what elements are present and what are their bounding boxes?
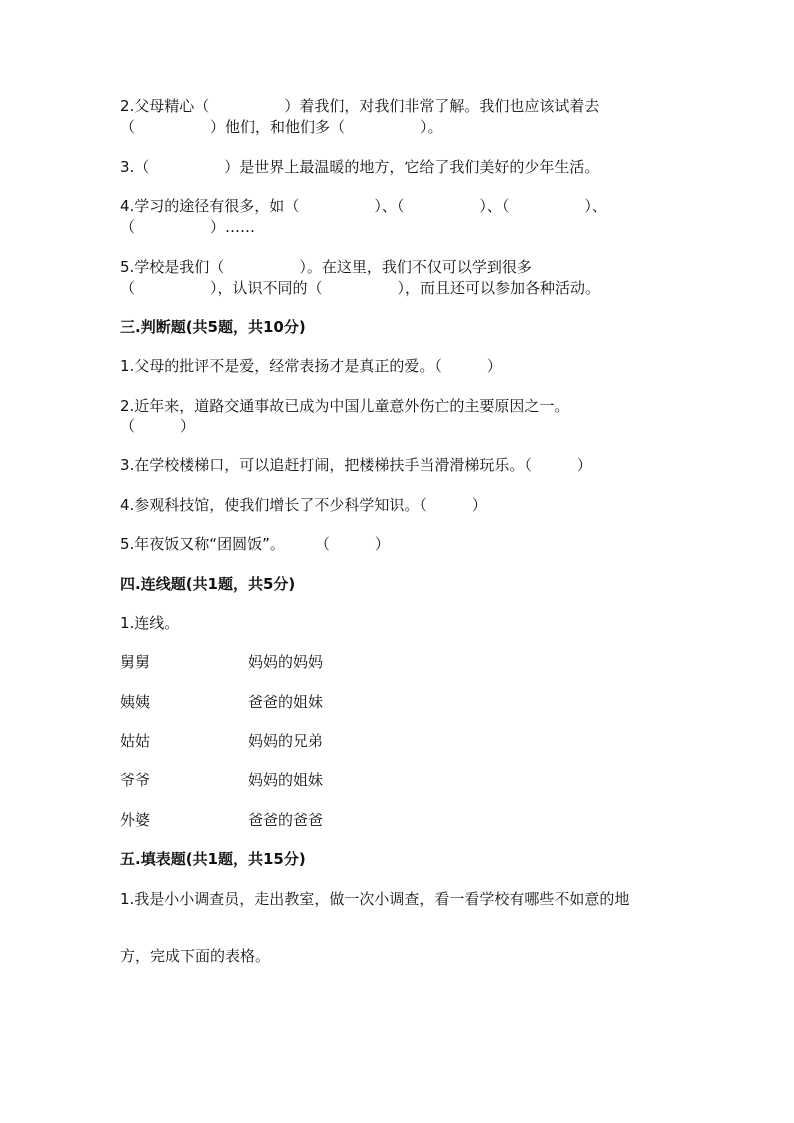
matching-prompt: 1.连线。 <box>120 614 180 632</box>
fill-blank-q2-line2: （ ）他们，和他们多（ ）。 <box>120 118 443 136</box>
judge-q5: 5.年夜饭又称“团圆饭”。 （ ） <box>120 535 390 553</box>
matching-heading: 四.连线题(共1题，共5分) <box>120 575 296 593</box>
matching-right-item: 妈妈的妈妈 <box>248 653 324 671</box>
table-question-line1: 1.我是小小调查员，走出教室，做一次小调查，看一看学校有哪些不如意的地 <box>120 890 630 908</box>
judge-q2-line2: （ ） <box>120 417 196 435</box>
judge-q2-line1: 2.近年来，道路交通事故已成为中国儿童意外伤亡的主要原因之一。 <box>120 397 570 415</box>
matching-left-item: 姑姑 <box>120 732 151 750</box>
fill-blank-q2-line1: 2.父母精心（ ）着我们，对我们非常了解。我们也应该试着去 <box>120 97 600 115</box>
matching-right-item: 爸爸的爸爸 <box>248 811 324 829</box>
matching-right-item: 爸爸的姐妹 <box>248 693 324 711</box>
judge-q4: 4.参观科技馆，使我们增长了不少科学知识。（ ） <box>120 496 487 514</box>
fill-blank-q5-line1: 5.学校是我们（ ）。在这里，我们不仅可以学到很多 <box>120 258 532 276</box>
table-question-heading: 五.填表题(共1题，共15分) <box>120 850 306 868</box>
matching-right-item: 妈妈的姐妹 <box>248 771 324 789</box>
fill-blank-q4-line2: （ ）…… <box>120 218 256 236</box>
judge-q3: 3.在学校楼梯口，可以追赶打闹，把楼梯扶手当滑滑梯玩乐。（ ） <box>120 456 592 474</box>
fill-blank-q5-line2: （ ），认识不同的（ ），而且还可以参加各种活动。 <box>120 279 601 297</box>
table-question-line2: 方，完成下面的表格。 <box>120 947 271 965</box>
matching-left-item: 爷爷 <box>120 771 151 789</box>
matching-left-item: 外婆 <box>120 811 151 829</box>
matching-left-item: 舅舅 <box>120 653 151 671</box>
fill-blank-q4-line1: 4.学习的途径有很多，如（ ）、（ ）、（ ）、 <box>120 197 607 215</box>
judge-q1: 1.父母的批评不是爱，经常表扬才是真正的爱。（ ） <box>120 357 502 375</box>
matching-left-item: 姨姨 <box>120 693 151 711</box>
fill-blank-q3: 3.（ ）是世界上最温暖的地方，它给了我们美好的少年生活。 <box>120 158 600 176</box>
matching-right-item: 妈妈的兄弟 <box>248 732 324 750</box>
judge-heading: 三.判断题(共5题，共10分) <box>120 318 306 336</box>
